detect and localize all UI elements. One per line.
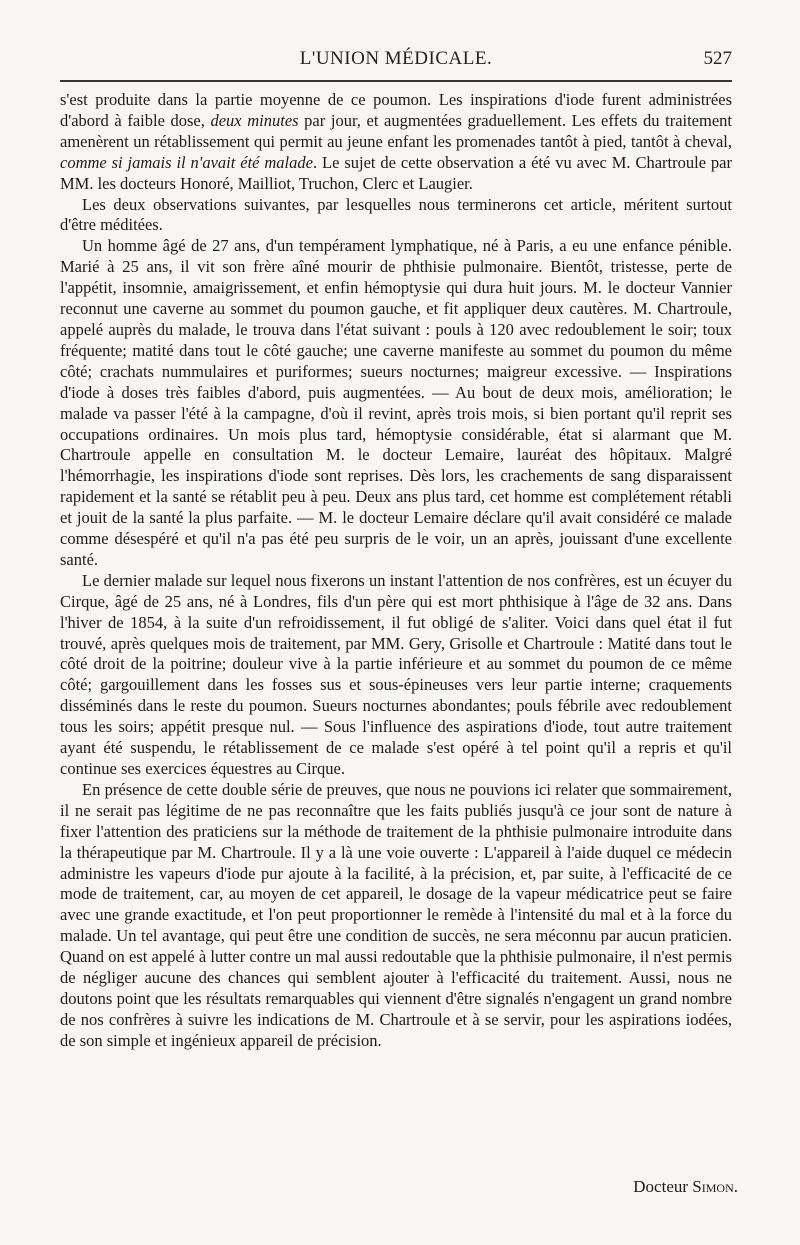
text-run: En présence de cette double série de preuves, que nous ne pouvions ici relater que sommairement, il ne serait pas légitime de ne pas reconnaître que les faits publiés jusqu'à ce jour sont de nature à fixer l'attention des praticiens sur la méthode de traitement de la phthisie pulmonaire introduite dans la thérapeutique par M. Chartroule. Il y a là une voie ouverte : L'appareil à l'aide duquel ce médecin administre les vapeurs d'iode pur ajoute à la facilité, à la précision, et, par suite, à l'efficacité de ce mode de traitement, car, au moyen de cet appareil, le dosage de la vapeur médicatrice peut se faire avec une grande exactitude, et l'on peut proportionner le remède à l'intensité du mal et à la force du malade. Un tel avantage, qui peut être une condition de succès, ne sera méconnu par aucun praticien. Quand on est appelé à lutter contre un mal aussi redoutable que la phthisie pulmonaire, il n'est permis de négliger aucune des chances qui semblent ajouter à l'efficacité du traitement. Aussi, nous ne doutons point que les résultats remarquables qui viennent d'être signalés n'engagent un grand nombre de nos confrères à suivre les indications de M. Chartroule et à se servir, pour les aspirations iodées, de son simple et ingénieux appareil de précision. <box>60 779 732 1050</box>
text-run: s'est produite dans la partie moyenne de ce poumon. Les inspirations d'iode furent administrées d'abord à faible dose, <box>60 90 732 130</box>
running-title: L'UNION MÉDICALE. <box>299 48 493 69</box>
text-run: par jour, et augmentées graduellement. Les effets du traitement amenèrent un rétablissement qui permit au jeune enfant les promenades tantôt à pied, tantôt à cheval, <box>60 110 732 151</box>
italic-phrase: deux minutes <box>210 110 299 130</box>
signature-name: Simon <box>692 1177 734 1196</box>
paragraph-p3 <box>60 236 732 571</box>
article-body <box>60 90 732 1052</box>
text-run: Les deux observations suivantes, par lesquelles nous terminerons cet article, méritent surtout d'être méditées. <box>60 194 732 235</box>
page-header <box>60 46 732 76</box>
author-signature <box>633 1177 738 1197</box>
signature-period: . <box>733 1177 738 1196</box>
page-number: 527 <box>703 48 732 69</box>
paragraph-p5 <box>60 780 732 1052</box>
paragraph-p1 <box>60 90 732 195</box>
paragraph-p2 <box>60 195 732 237</box>
signature-title: Docteur <box>633 1177 689 1196</box>
paragraph-p4 <box>60 571 732 780</box>
text-run: Le dernier malade sur lequel nous fixerons un instant l'attention de nos confrères, est un écuyer du Cirque, âgé de 25 ans, né à Londres, fils d'un père qui est mort phthisique à l'âge de 32 ans. Dans l'hiver de 1854, à la suite d'un refroidissement, il fut obligé de s'aliter. Voici dans quel état il fut trouvé, après quelques mois de traitement, par MM. Gery, Grisolle et Chartroule : Matité dans tout le côté droit de la poitrine; douleur vive à la partie inférieure et au sommet du poumon de ce même côté; gargouillement dans les fosses sus et sous-épineuses vers leur partie interne; craquements disséminés dans le reste du poumon. Sueurs nocturnes abondantes; pouls fébrile avec redoublement tous les soirs; appétit presque nul. — Sous l'influence des aspirations d'iode, tout autre traitement ayant été suspendu, le rétablissement de ce malade s'est opéré à tel point qu'il a repris et qu'il continue ses exercices équestres au Cirque. <box>60 570 732 778</box>
text-run: Un homme âgé de 27 ans, d'un tempérament lymphatique, né à Paris, a eu une enfance pénible. Marié à 25 ans, il vit son frère aîné mourir de phthisie pulmonaire. Bientôt, tristesse, perte de l'appétit, insomnie, amaigrissement, et enfin hémoptysie qui dura huit jours. M. le docteur Vannier reconnut une caverne au sommet du poumon gauche, et fit appliquer deux cautères. M. Chartroule, appelé auprès du malade, le trouva dans l'état suivant : pouls à 120 avec redoublement le soir; toux fréquente; matité dans tout le côté gauche; une caverne manifeste au sommet du poumon du même côté; crachats nummulaires et puriformes; sueurs nocturnes; maigreur excessive. — Inspirations d'iode à doses très faibles d'abord, puis augmentées. — Au bout de deux mois, amélioration; le malade va passer l'été à la campagne, d'où il revint, après trois mois, si bien portant qu'il reprit ses occupations ordinaires. Un mois plus tard, hémoptysie considérable, état si alarmant que M. Chartroule appelle en consultation M. le docteur Lemaire, lauréat des hôpitaux. Malgré l'hémorrhagie, les inspirations d'iode sont reprises. Dès lors, les crachements de sang disparaissent rapidement et la santé se rétablit peu à peu. Deux ans plus tard, cet homme est complétement rétabli et jouit de la santé la plus parfaite. — M. le docteur Lemaire déclare qu'il avait considéré ce malade comme désespéré et qu'il n'a pas été peu surpris de le voir, un an après, jouissant d'une excellente santé. <box>60 236 732 569</box>
italic-phrase: comme si jamais il n'avait été malade <box>60 152 313 172</box>
text-run: . Le sujet de cette observation a été vu avec M. Chartroule par MM. les docteurs Honoré, Mailliot, Truchon, Clerc et Laugier. <box>60 152 733 193</box>
header-rule <box>60 80 732 82</box>
